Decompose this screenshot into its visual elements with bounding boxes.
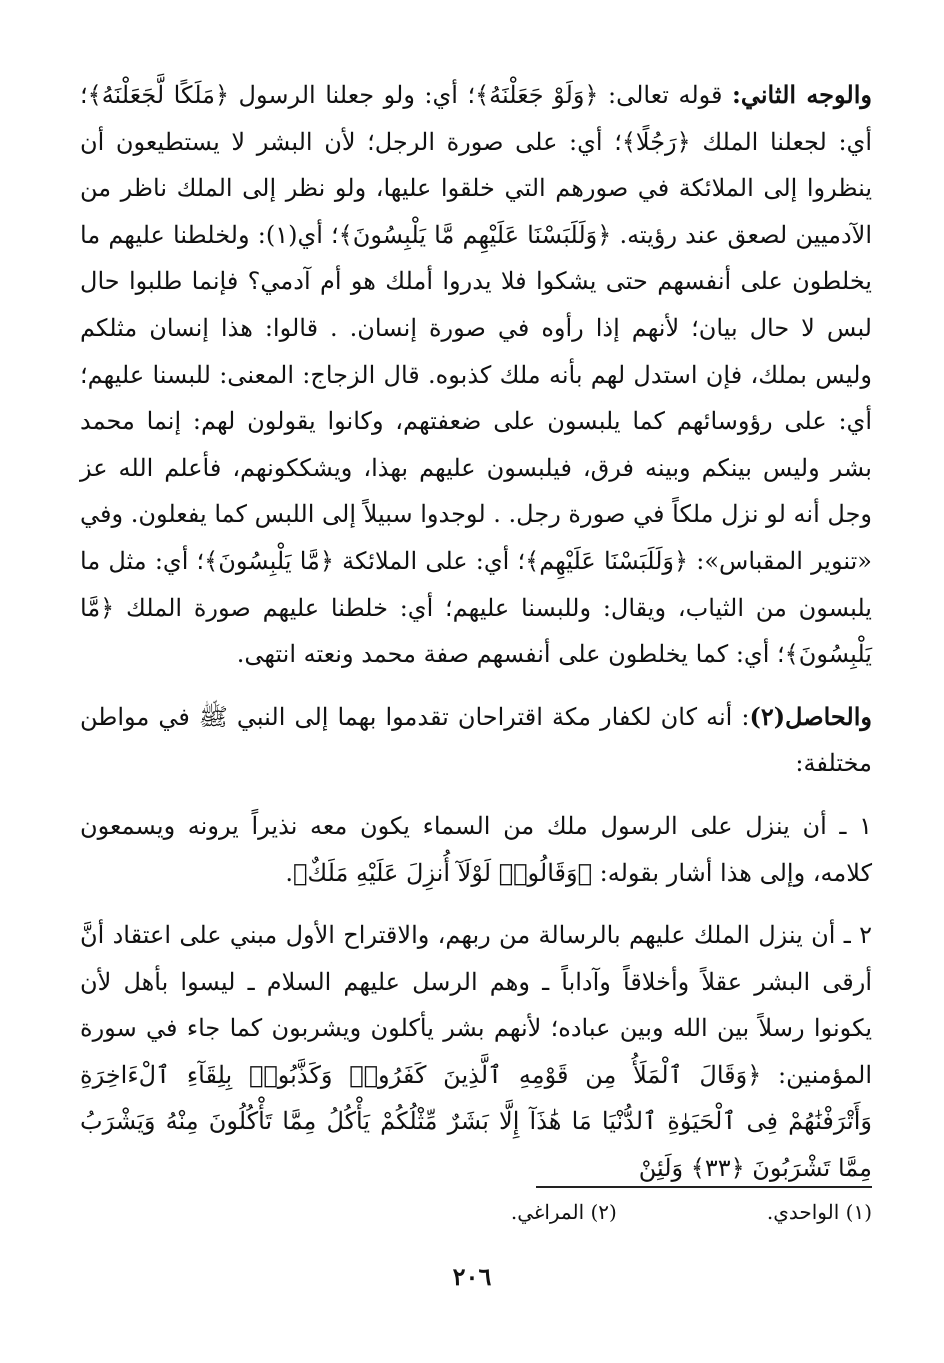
- footnote-divider: [536, 1186, 872, 1188]
- footnote-2: (٢) المراغي.: [510, 1200, 617, 1224]
- paragraph-text: ٢ ـ أن ينزل الملك عليهم بالرسالة من ربهم، والاقتراح الأول مبني على اعتقاد أنَّ أرقى البشر عقلاً وأخلاقاً وآداباً ـ وهم الرسل عليهم السلام ـ ليسوا بأهل لأن يكونوا رسلاً بين الله وبين عباده؛ لأنهم بشر يأكلون ويشربون كما جاء في سورة المؤمنين: ﴿وَقَالَ ٱلْمَلَأُ مِن قَوْمِهِ ٱلَّذِينَ كَفَرُوا۟ وَكَذَّبُوا۟ بِلِقَآءِ ٱلْءَاخِرَةِ وَأَتْرَفْنَٰهُمْ فِى ٱلْحَيَوٰةِ ٱلدُّنْيَا مَا هَٰذَآ إِلَّا بَشَرٌ مِّثْلُكُمْ يَأْكُلُ مِمَّا تَأْكُلُونَ مِنْهُ وَيَشْرَبُ مِمَّا تَشْرَبُونَ ﴿٣٣﴾ وَلَئِنْ: [80, 921, 872, 1183]
- paragraph-second-aspect: [80, 72, 872, 678]
- footnotes: [511, 1200, 872, 1224]
- page-number: ٢٠٦: [452, 1262, 492, 1291]
- paragraph-lead: والوجه الثاني:: [732, 80, 872, 109]
- paragraph-text: قوله تعالى: ﴿وَلَوْ جَعَلْنَهُ﴾؛ أي: ولو جعلنا الرسول ﴿مَلَكًا لَّجَعَلْنَهُ﴾؛ أي: لجعلنا الملك ﴿رَجُلًا﴾؛ أي: على صورة الرجل؛ لأن البشر لا يستطيعون أن ينظروا إلى الملائكة في صورهم التي خلقوا عليها، ولو نظر إلى الملك ناظر من الآدميين لصعق عند رؤيته. ﴿وَلَلَبَسْنَا عَلَيْهِم مَّا يَلْبِسُونَ﴾؛ أي(١): ولخلطنا عليهم ما يخلطون على أنفسهم حتى يشكوا فلا يدروا أملك هو أم آدمي؟ فإنما طلبوا حال لبس لا حال بيان؛ لأنهم إذا رأوه في صورة إنسان. . قالوا: هذا إنسان مثلكم وليس بملك، فإن استدل لهم بأنه ملك كذبوه. قال الزجاج: المعنى: للبسنا عليهم؛ أي: على رؤوسائهم كما يلبسون على ضعفتهم، وكانوا يقولون لهم: إنما محمد بشر وليس بينكم وبينه فرق، فيلبسون عليهم بهذا، ويشككونهم، فأعلم الله عز وجل أنه لو نزل ملكاً في صورة رجل. . لوجدوا سبيلاً إلى اللبس كما يفعلون. وفي «تنوير المقباس»: ﴿وَلَلَبَسْنَا عَلَيْهِم﴾؛ أي: على الملائكة ﴿مَّا يَلْبِسُونَ﴾؛ أي: مثل ما يلبسون من الثياب، ويقال: وللبسنا عليهم؛ أي: خلطنا عليهم صورة الملك ﴿مَّا يَلْبِسُونَ﴾؛ أي: كما يخلطون على أنفسهم صفة محمد ونعته انتهى.: [80, 81, 872, 669]
- footnote-1: (١) الواحدي.: [766, 1200, 872, 1224]
- paragraph-summary: [80, 694, 872, 787]
- paragraph-point-2: [80, 912, 872, 1192]
- paragraph-lead: والحاصل(٢): [749, 701, 872, 731]
- paragraph-text: : أنه كان لكفار مكة اقتراحان تقدموا بهما إلى النبي ﷺ في مواطن مختلفة:: [80, 702, 872, 778]
- page-body: [80, 72, 872, 1192]
- paragraph-point-1: [80, 803, 872, 896]
- paragraph-text: ١ ـ أن ينزل على الرسول ملك من السماء يكون معه نذيراً يرونه ويسمعون كلامه، وإلى هذا أشار بقوله: ﴿وَقَالُوا۟ لَوْلَآ أُنزِلَ عَلَيْهِ مَلَكٌ﴾.: [80, 811, 872, 887]
